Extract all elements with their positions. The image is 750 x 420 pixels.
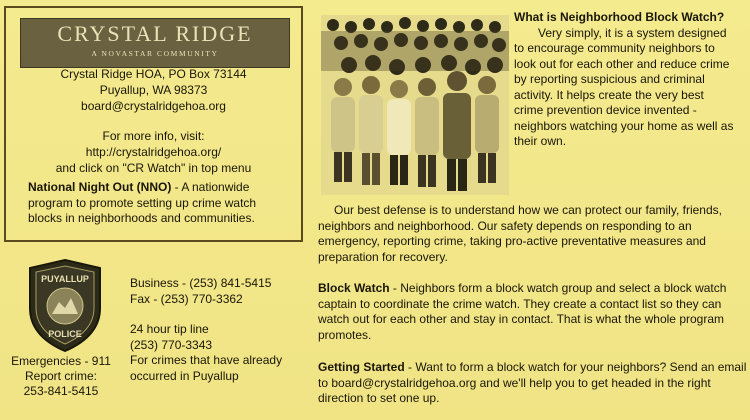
defense-text: Our best defense is to understand how we can protect our family, friends, neighbors and neighborhood. Our safety depends on responding to an emergency, reporting crime, taking pro-active preventative measures and preparation for recovery. [318, 203, 722, 264]
tip-line-number: (253) 770-3343 [130, 337, 213, 352]
tip-line-label: 24 hour tip line [130, 322, 209, 336]
address-line: Puyallup, WA 98373 [99, 83, 208, 97]
neighbors-group-photo [321, 15, 509, 195]
badge-top-text: PUYALLUP [41, 274, 89, 284]
fax-number: Fax - (253) 770-3362 [130, 291, 243, 306]
info-line: For more info, visit: [102, 129, 205, 143]
puyallup-police-badge [26, 258, 104, 353]
nno-label: National Night Out (NNO) [28, 180, 172, 194]
hoa-website: http://crystalridgehoa.org/ [85, 145, 222, 159]
getting-started-paragraph [318, 360, 748, 407]
spacer [130, 307, 282, 322]
defense-paragraph [318, 203, 748, 265]
badge-bottom-text: POLICE [48, 329, 82, 339]
hoa-info [6, 128, 301, 176]
crimes-note-line: For crimes that have already [130, 353, 283, 367]
hoa-address [6, 66, 301, 114]
crystal-ridge-logo [20, 18, 290, 68]
crimes-note-line: occurred in Puyallup [130, 368, 239, 383]
hoa-email: board@crystalridgehoa.org [81, 99, 226, 113]
address-line: Crystal Ridge HOA, PO Box 73144 [60, 67, 247, 81]
getting-started-label: Getting Started [318, 360, 405, 374]
block-watch-label: Block Watch [318, 281, 390, 295]
logo-subtitle: A NOVASTAR COMMUNITY [91, 49, 219, 58]
what-is-text: Very simply, it is a system designed to encourage community neighbors to look out for each other and reduce crime by reporting suspicious and criminal activity. It helps create the very best crime prevention device invented - neighbors watching your home as well as their own. [514, 25, 734, 148]
report-crime-label: Report crime: [24, 369, 98, 383]
block-watch-text: - Neighbors form a block watch group and select a block watch captain to coordinate the crime watch. They create a contact list so they can watch out for each other and stay in contact. That is what the whole program promotes. [318, 281, 727, 342]
police-contacts [130, 276, 282, 384]
neighbors-group-illustration [321, 15, 509, 195]
police-shield-icon [26, 258, 104, 353]
block-watch-paragraph [318, 281, 748, 343]
getting-started-text: - Want to form a block watch for your neighbors? Send an email to board@crystalridgehoa.org and we'll help you to get headed in the right direction to set one up. [318, 360, 747, 405]
nno-text: - A nationwide program to promote setting up crime watch blocks in neighborhoods and communities. [28, 180, 257, 225]
emergency-number: Emergencies - 911 [11, 354, 111, 368]
nno-paragraph [28, 180, 292, 227]
business-phone: Business - (253) 841-5415 [130, 276, 272, 290]
info-line: and click on "CR Watch" in top menu [55, 161, 252, 175]
report-crime-number: 253-841-5415 [23, 384, 99, 398]
logo-title: CRYSTAL RIDGE [57, 21, 253, 46]
what-is-block-watch [514, 10, 736, 150]
what-is-heading: What is Neighborhood Block Watch? [514, 10, 725, 24]
emergency-info [4, 354, 118, 399]
